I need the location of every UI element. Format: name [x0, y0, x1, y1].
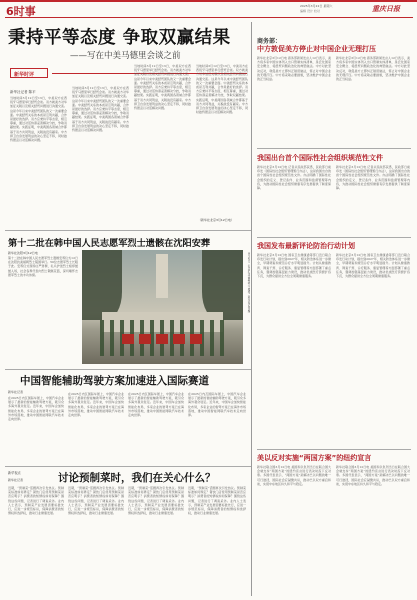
right-body-1b: 新华社北京3月12日电 商务部新闻发言人12日表示，美方将多家中国实体列入出口管制实体清单，是泛化国家安全概念、将经贸问题政治化的典型做法。中方对此坚决反对，敦促美方立即纠正错误做法，停止对中国企业的无理打压。中方将采取必要措施，坚决维护中国企业的正当权益。	[336, 56, 410, 82]
ceremony-photo	[82, 250, 243, 364]
date-line: 2025年3月22日 星期六	[300, 4, 333, 8]
article4-byline: 新华社记者	[8, 478, 24, 482]
masthead-bar	[0, 0, 417, 2]
page-label: 6时事	[6, 5, 36, 18]
article3-body-col1: 在2025日内瓦国际车展上，中国汽车企业展示了最新的智能辅助驾驶方案，吸引众多海外观众驻足。近年来，中国车企加快智能化布局，多家企业的智驾方案已在海外市场落地，推动中国智能网联汽车技术走向世界。	[8, 396, 64, 422]
lead-headline: 秉持平等态度 争取双赢结果	[8, 28, 231, 48]
lead-body-col2: 当地时间3月12日至13日，中美双方在西班牙马德里举行经贸会谈。双方就美方对华加征关税以及相关经贸问题进行沟通交流。这是今年以来中美经贸团队的又一次重要会面。中美经贸关系的本质是互利共赢，合作是最好的选择。双方应秉持平等态度，相互尊重，通过对话协商妥善解决分歧，争取双赢结果。实践证明，中美两国各领域合作都基于双方共同利益，关税战没有赢家。中方捍卫自身发展利益的决心坚定不移，同时始终愿意以对话解决问题。	[72, 86, 129, 133]
lead-subheadline: ——写在中美马德里会谈之前	[70, 51, 181, 61]
photo-monument	[156, 254, 168, 298]
article4-headline: 讨论预制菜时，我们在关心什么？	[58, 472, 216, 484]
editor-line: 编辑 设计 校对	[300, 9, 320, 13]
right-body-4b: 新华社联合国3月12日电 美国和以色列当日在联合国大会就支持“两国方案”的纽约宣言进行表决时投下反对票。多国代表表示，“两国方案”是解决巴以问题的唯一可行途径，国际社会应凝聚共识，推动巴以双方重启和谈，实现中东地区持久和平与稳定。	[336, 465, 410, 486]
column-divider-lower	[251, 232, 252, 596]
news-tag	[10, 68, 48, 78]
right-headline-2: 我国出台首个国际性社会组织规范性文件	[257, 154, 383, 162]
photo-trees-left	[82, 250, 122, 320]
article3-body-col4: 在2025日内瓦国际车展上，中国汽车企业展示了最新的智能辅助驾驶方案，吸引众多海外观众驻足。近年来，中国车企加快智能化布局，多家企业的智驾方案已在海外市场落地，推动中国智能网联汽车技术走向世界。	[188, 392, 246, 418]
article3-body-col2: 在2025日内瓦国际车展上，中国汽车企业展示了最新的智能辅助驾驶方案，吸引众多海外观众驻足。近年来，中国车企加快智能化布局，多家企业的智驾方案已在海外市场落地，推动中国智能网联汽车技术走向世界。	[68, 392, 124, 418]
right-rule-3	[257, 449, 411, 450]
article3-headline: 中国智能辅助驾驶方案加速进入国际赛道	[20, 375, 209, 387]
news-tag-label: 新华时评	[14, 72, 35, 78]
lead-body-col3: 当地时间3月12日至13日，中美双方在西班牙马德里举行经贸会谈。双方就美方对华加征关税以及相关经贸问题进行沟通交流。这是今年以来中美经贸团队的又一次重要会面。中美经贸关系的本质是互利共赢，合作是最好的选择。双方应秉持平等态度，相互尊重，通过对话协商妥善解决分歧，争取双赢结果。实践证明，中美两国各领域合作都基于双方共同利益，关税战没有赢家。中方捍卫自身发展利益的决心坚定不移，同时始终愿意以对话解决问题。	[134, 64, 191, 111]
photo-caskets	[122, 334, 202, 344]
lead-body-col1: 当地时间3月12日至13日，中美双方在西班牙马德里举行经贸会谈。双方就美方对华加征关税以及相关经贸问题进行沟通交流。这是今年以来中美经贸团队的又一次重要会面。中美经贸关系的本质是互利共赢，合作是最好的选择。双方应秉持平等态度，相互尊重，通过对话协商妥善解决分歧，争取双赢结果。实践证明，中美两国各领域合作都基于双方共同利益，关税战没有赢家。中方捍卫自身发展利益的决心坚定不移，同时始终愿意以对话解决问题。	[10, 96, 67, 143]
right-headline-4: 美以反对实施“两国方案”的纽约宣言	[257, 454, 372, 462]
article2-headline: 第十二批在韩中国人民志愿军烈士遗骸在沈阳安葬	[8, 238, 211, 249]
lead-body-col4: 当地时间3月12日至13日，中美双方在西班牙马德里举行经贸会谈。双方就美方对华加征关税以及相关经贸问题进行沟通交流。这是今年以来中美经贸团队的又一次重要会面。中美经贸关系的本质是互利共赢，合作是最好的选择。双方应秉持平等态度，相互尊重，通过对话协商妥善解决分歧，争取双赢结果。实践证明，中美两国各领域合作都基于双方共同利益，关税战没有赢家。中方捍卫自身发展利益的决心坚定不移，同时始终愿意以对话解决问题。	[196, 64, 248, 115]
right-body-3a: 新华社北京3月12日电 国家卫生健康委等部门近日联合印发行动计划，提出到2027年，相关防治体系进一步健全，早期筛查和规范诊疗水平明显提升。计划从健康教育、筛查干预、诊疗服务、康复管理等方面部署了重点任务，强调加强基层能力建设，推动优质医疗资源扩容下沉，为群众提供全方位全周期健康服务。	[257, 253, 331, 279]
right-headline-1: 中方敦促美方停止对中国企业无理打压	[257, 45, 376, 53]
article4-body-col3: 近期，“预制菜”话题再次引发热议。预制菜标准如何界定？餐饮门店使用预制菜是否应明示？消费者的知情权如何保障？围绕这些问题，记者进行了调查采访。业内人士表示，预制菜产业发展需要标准先行，应进一步规范标识，保障消费者的知情权和选择权，推动行业健康发展。	[128, 486, 184, 516]
article4-body-col4: 近期，“预制菜”话题再次引发热议。预制菜标准如何界定？餐饮门店使用预制菜是否应明示？消费者的知情权如何保障？围绕这些问题，记者进行了调查采访。业内人士表示，预制菜产业发展需要标准先行，应进一步规范标识，保障消费者的知情权和选择权，推动行业健康发展。	[188, 486, 246, 516]
right-section-label: 商务部：	[257, 38, 282, 45]
right-body-2a: 新华社北京3月12日电 记者从民政部获悉，民政部日前印发《国际性社会组织管理暂行办法》，这是我国出台的首个国际性社会组织规范性文件。办法明确了国际性社会组织的定义、登记条件、业务范围和监督管理等内容，为推动国际性社会组织健康有序发展提供了制度保障。	[257, 165, 331, 191]
article3-byline: 新华社记者	[8, 390, 24, 394]
article4-tag: 新华视点	[8, 471, 21, 475]
right-body-3b: 新华社北京3月12日电 国家卫生健康委等部门近日联合印发行动计划，提出到2027年，相关防治体系进一步健全，早期筛查和规范诊疗水平明显提升。计划从健康教育、筛查干预、诊疗服务、康复管理等方面部署了重点任务，强调加强基层能力建设，推动优质医疗资源扩容下沉，为群众提供全方位全周期健康服务。	[336, 253, 410, 279]
masthead-underline	[5, 17, 413, 18]
column-divider	[251, 22, 252, 232]
article3-top-rule	[5, 369, 251, 370]
paper-name: 重庆日报	[372, 5, 400, 13]
right-rule-1	[257, 148, 411, 149]
photo-trees-right	[202, 250, 243, 320]
article2-top-rule	[5, 230, 251, 231]
right-headline-3: 我国发布最新评论防治行动计划	[257, 242, 355, 250]
article3-body-col3: 在2025日内瓦国际车展上，中国汽车企业展示了最新的智能辅助驾驶方案，吸引众多海外观众驻足。近年来，中国车企加快智能化布局，多家企业的智驾方案已在海外市场落地，推动中国智能网联汽车技术走向世界。	[128, 392, 184, 418]
right-body-2b: 新华社北京3月12日电 记者从民政部获悉，民政部日前印发《国际性社会组织管理暂行办法》，这是我国出台的首个国际性社会组织规范性文件。办法明确了国际性社会组织的定义、登记条件、业务范围和监督管理等内容，为推动国际性社会组织健康有序发展提供了制度保障。	[336, 165, 410, 191]
lead-byline: 新华社记者 陈平	[10, 90, 36, 94]
article2-byline: 新华社沈阳3月12日电	[8, 251, 38, 255]
article2-body: 第十二批在韩中国人民志愿军烈士遗骸安葬仪式12日在沈阳抗美援朝烈士陵园举行。50位志愿军烈士长眠于此。安葬仪式现场庄严肃穆，礼兵护送烈士棺椁缓缓入场，社会各界代表向烈士敬献花篮，深切缅怀志愿军烈士的丰功伟绩。	[8, 256, 78, 277]
right-rule-2	[257, 237, 411, 238]
lead-source: （新华社北京3月12日电）	[198, 218, 234, 222]
photo-caption: 3月12日，礼兵护送志愿军烈士棺椁。新华社记者 摄	[247, 252, 250, 313]
article4-body-col1: 近期，“预制菜”话题再次引发热议。预制菜标准如何界定？餐饮门店使用预制菜是否应明示？消费者的知情权如何保障？围绕这些问题，记者进行了调查采访。业内人士表示，预制菜产业发展需要标准先行，应进一步规范标识，保障消费者的知情权和选择权，推动行业健康发展。	[8, 486, 64, 516]
article4-body-col2: 近期，“预制菜”话题再次引发热议。预制菜标准如何界定？餐饮门店使用预制菜是否应明示？消费者的知情权如何保障？围绕这些问题，记者进行了调查采访。业内人士表示，预制菜产业发展需要标准先行，应进一步规范标识，保障消费者的知情权和选择权，推动行业健康发展。	[68, 486, 124, 516]
right-body-1a: 新华社北京3月12日电 商务部新闻发言人12日表示，美方将多家中国实体列入出口管制实体清单，是泛化国家安全概念、将经贸问题政治化的典型做法。中方对此坚决反对，敦促美方立即纠正错误做法，停止对中国企业的无理打压。中方将采取必要措施，坚决维护中国企业的正当权益。	[257, 56, 331, 82]
right-body-4a: 新华社联合国3月12日电 美国和以色列当日在联合国大会就支持“两国方案”的纽约宣言进行表决时投下反对票。多国代表表示，“两国方案”是解决巴以问题的唯一可行途径，国际社会应凝聚共识，推动巴以双方重启和谈，实现中东地区持久和平与稳定。	[257, 465, 331, 486]
article4-top-rule	[5, 466, 251, 467]
